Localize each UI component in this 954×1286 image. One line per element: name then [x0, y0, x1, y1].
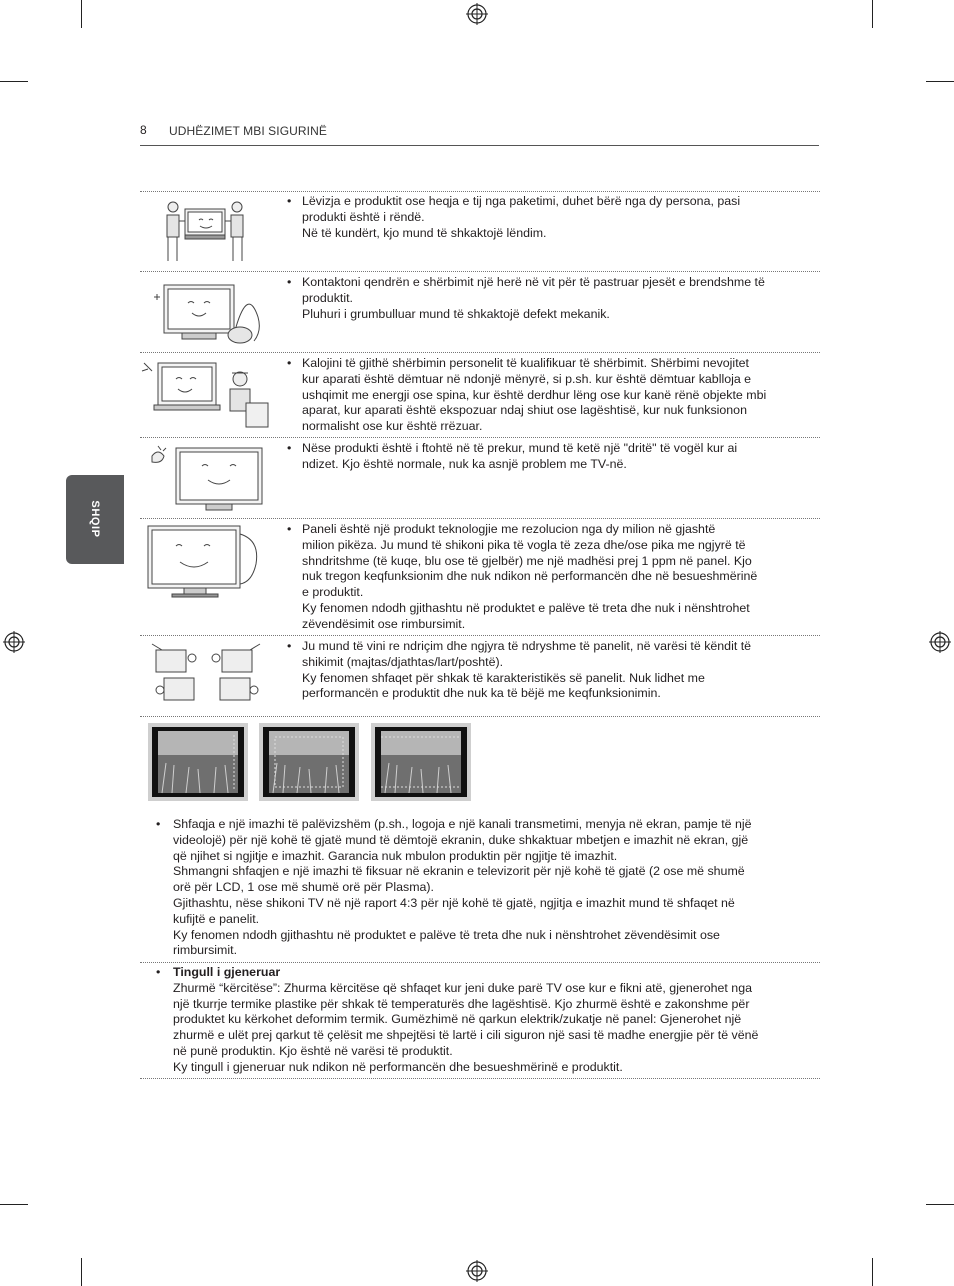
- row-divider: [140, 437, 820, 438]
- text-line: rimbursimit.: [173, 943, 238, 958]
- bullet-icon: •: [287, 356, 292, 370]
- crop-mark: [926, 81, 954, 82]
- text-line: një tkurrje termike plastike për shkak të temperaturës dhe lagështisë. Kjo zhurmë është e zakonshme për: [173, 996, 750, 1011]
- registration-mark-icon: [466, 1260, 488, 1282]
- text-line: zhurmë e ulët prej qarkut të çelësit me shpejtësi të lartë i cili siguron një sasi të madhe energjie për të vënë: [173, 1028, 759, 1043]
- crop-mark: [926, 1204, 954, 1205]
- landscape-photo: [152, 727, 244, 797]
- image-retention-photo: [259, 723, 359, 801]
- text-line: orë për LCD, 1 ose më shumë orë për Plasma).: [173, 880, 435, 895]
- text-line: aparat, kur aparati është ekspozuar ndaj shiut ose lagështisë, kur nuk funksionon: [302, 403, 747, 418]
- section-heading: Tingull i gjeneruar: [173, 965, 281, 979]
- crop-mark: [81, 1258, 82, 1286]
- text-line: produktit.: [302, 290, 353, 305]
- text-line: normalisht ose kur është rrëzuar.: [302, 419, 483, 434]
- cold-tv-touch-illustration: [146, 442, 266, 514]
- text-line: Lëvizja e produktit ose heqja e tij nga paketimi, duhet bërë nga dy persona, pasi: [302, 194, 741, 208]
- registration-mark-icon: [3, 631, 25, 653]
- text-line: në punë produktin. Kjo është në varësi të produktit.: [173, 1043, 453, 1058]
- row-divider: [140, 191, 820, 192]
- row-divider: [140, 271, 820, 272]
- crop-mark: [872, 0, 873, 28]
- bullet-icon: •: [287, 522, 292, 536]
- text-line: Gjithashtu, nëse shikoni TV në një raport 4:3 për një kohë të gjatë, ngjitja e imazhit mund të shfaqet në: [173, 895, 735, 910]
- page-header: [140, 123, 819, 146]
- row-divider: [140, 518, 820, 519]
- bullet-icon: •: [156, 817, 161, 831]
- text-line: Zhurmë “kërcitëse”: Zhurma kërcitëse që shfaqet kur jeni duke parë TV ose kur e fikni atë, gjenerohet nga: [173, 980, 752, 995]
- text-line: Shfaqja e një imazhi të palëvizshëm (p.sh., logoja e një kanali transmetimi, menyja në ekran, pamje të një: [173, 817, 752, 831]
- landscape-photo: [263, 727, 355, 797]
- bullet-icon: •: [287, 441, 292, 455]
- bullet-icon: •: [287, 194, 292, 208]
- text-line: ndizet. Kjo është normale, nuk ka asnjë problem me TV-në.: [302, 456, 627, 471]
- language-tab: [66, 475, 124, 564]
- row-divider: [140, 635, 820, 636]
- image-retention-photo: [371, 723, 471, 801]
- text-line: Nëse produkti është i ftohtë në të prekur, mund të ketë një "dritë" të vogël kur ai: [302, 441, 738, 455]
- registration-mark-icon: [466, 3, 488, 25]
- page-title: UDHËZIMET MBI SIGURINË: [169, 124, 327, 138]
- text-line: Shmangni shfaqjen e një imazhi të fiksuar në ekranin e televizorit për një kohë të gjatë (2 ose më shumë: [173, 864, 745, 879]
- text-line: shndritshme (të kuqe, blu ose të gjelbër) me një madhësi prej 1 ppm në panel. Kjo: [302, 553, 752, 568]
- language-tab-label: SHQIP: [89, 500, 101, 538]
- text-line: që njihet si ngjitje e imazhit. Garancia nuk mbulon produktin për ngjitje të imazhit.: [173, 848, 618, 863]
- text-line: Pluhuri i grumbulluar mund të shkaktojë defekt mekanik.: [302, 306, 610, 321]
- text-line: Ky fenomen ndodh gjithashtu në produktet e palëve të treta dhe nuk i nënshtrohet zëvendësimit ose: [173, 927, 720, 942]
- text-line: performancën e produktit dhe nuk ka të bëjë me keqfunksionimin.: [302, 686, 661, 701]
- text-line: produktet ku kërkohet deformim termik. Gumëzhimë në qarkun elektrik/zukatje në panel: Gjenerohet një: [173, 1012, 742, 1027]
- page-number: 8: [140, 123, 147, 137]
- row-divider: [140, 962, 820, 963]
- text-line: Paneli është një produkt teknologjie me rezolucion nga dy milion në gjashtë: [302, 522, 716, 536]
- text-line: produkti është i rëndë.: [302, 209, 425, 224]
- viewing-angles-illustration: [150, 642, 262, 708]
- service-technician-illustration: [140, 357, 272, 433]
- text-line: Ky fenomen ndodh gjithashtu në produktet e palëve të treta dhe nuk i nënshtrohet: [302, 600, 750, 615]
- panel-pixels-illustration: [146, 522, 268, 600]
- bullet-icon: •: [287, 275, 292, 289]
- row-divider: [140, 1078, 820, 1079]
- text-line: shikimit (majtas/djathtas/lart/poshtë).: [302, 654, 504, 669]
- bullet-icon: •: [156, 965, 161, 979]
- text-line: Kalojini të gjithë shërbimin personelit të kualifikuar të shërbimit. Shërbimi nevojitet: [302, 356, 749, 370]
- text-line: Kontaktoni qendrën e shërbimit një herë në vit për të pastruar pjesët e brendshme të: [302, 275, 765, 289]
- text-line: Ju mund të vini re ndriçim dhe ngjyra të ndryshme të panelit, në varësi të këndit të: [302, 639, 752, 653]
- two-persons-carrying-tv-illustration: [163, 197, 249, 265]
- crop-mark: [0, 81, 28, 82]
- text-line: Ky fenomen shfaqet për shkak të karakteristikës së panelit. Nuk lidhet me: [302, 670, 705, 685]
- bullet-icon: •: [287, 639, 292, 653]
- text-line: ushqimit me energji ose spina, kur është derdhur lëng ose kur kanë rënë objekte mbi: [302, 387, 767, 402]
- landscape-photo: [375, 727, 467, 797]
- text-line: e produktit.: [302, 585, 364, 600]
- text-line: zëvendësimit ose rimbursimit.: [302, 616, 466, 631]
- image-retention-photo: [148, 723, 248, 801]
- crop-mark: [81, 0, 82, 28]
- row-divider: [140, 352, 820, 353]
- text-line: Ky tingull i gjeneruar nuk ndikon në performancën dhe besueshmërinë e produktit.: [173, 1059, 623, 1074]
- crop-mark: [872, 1258, 873, 1286]
- text-line: videolojë) për një kohë të gjatë mund të dëmtojë ekranin, duke shkaktuar mbetjen e imazhit në ekran, gjë: [173, 832, 749, 847]
- tv-cleaning-vacuum-illustration: [152, 277, 264, 347]
- text-line: nuk tregon keqfunksionim dhe nuk ndikon në performancën dhe në besueshmërinë: [302, 569, 758, 584]
- text-line: Në të kundërt, kjo mund të shkaktojë lëndim.: [302, 225, 547, 240]
- row-divider: [140, 716, 820, 717]
- registration-mark-icon: [929, 631, 951, 653]
- crop-mark: [0, 1204, 28, 1205]
- text-line: kufijtë e panelit.: [173, 911, 260, 926]
- text-line: kur aparati është dëmtuar në ndonjë mënyrë, si p.sh. kur është dëmtuar kablloja e: [302, 371, 752, 386]
- text-line: milion pikëza. Ju mund të shikoni pika të vogla të zeza dhe/ose pika me ngjyrë të: [302, 537, 746, 552]
